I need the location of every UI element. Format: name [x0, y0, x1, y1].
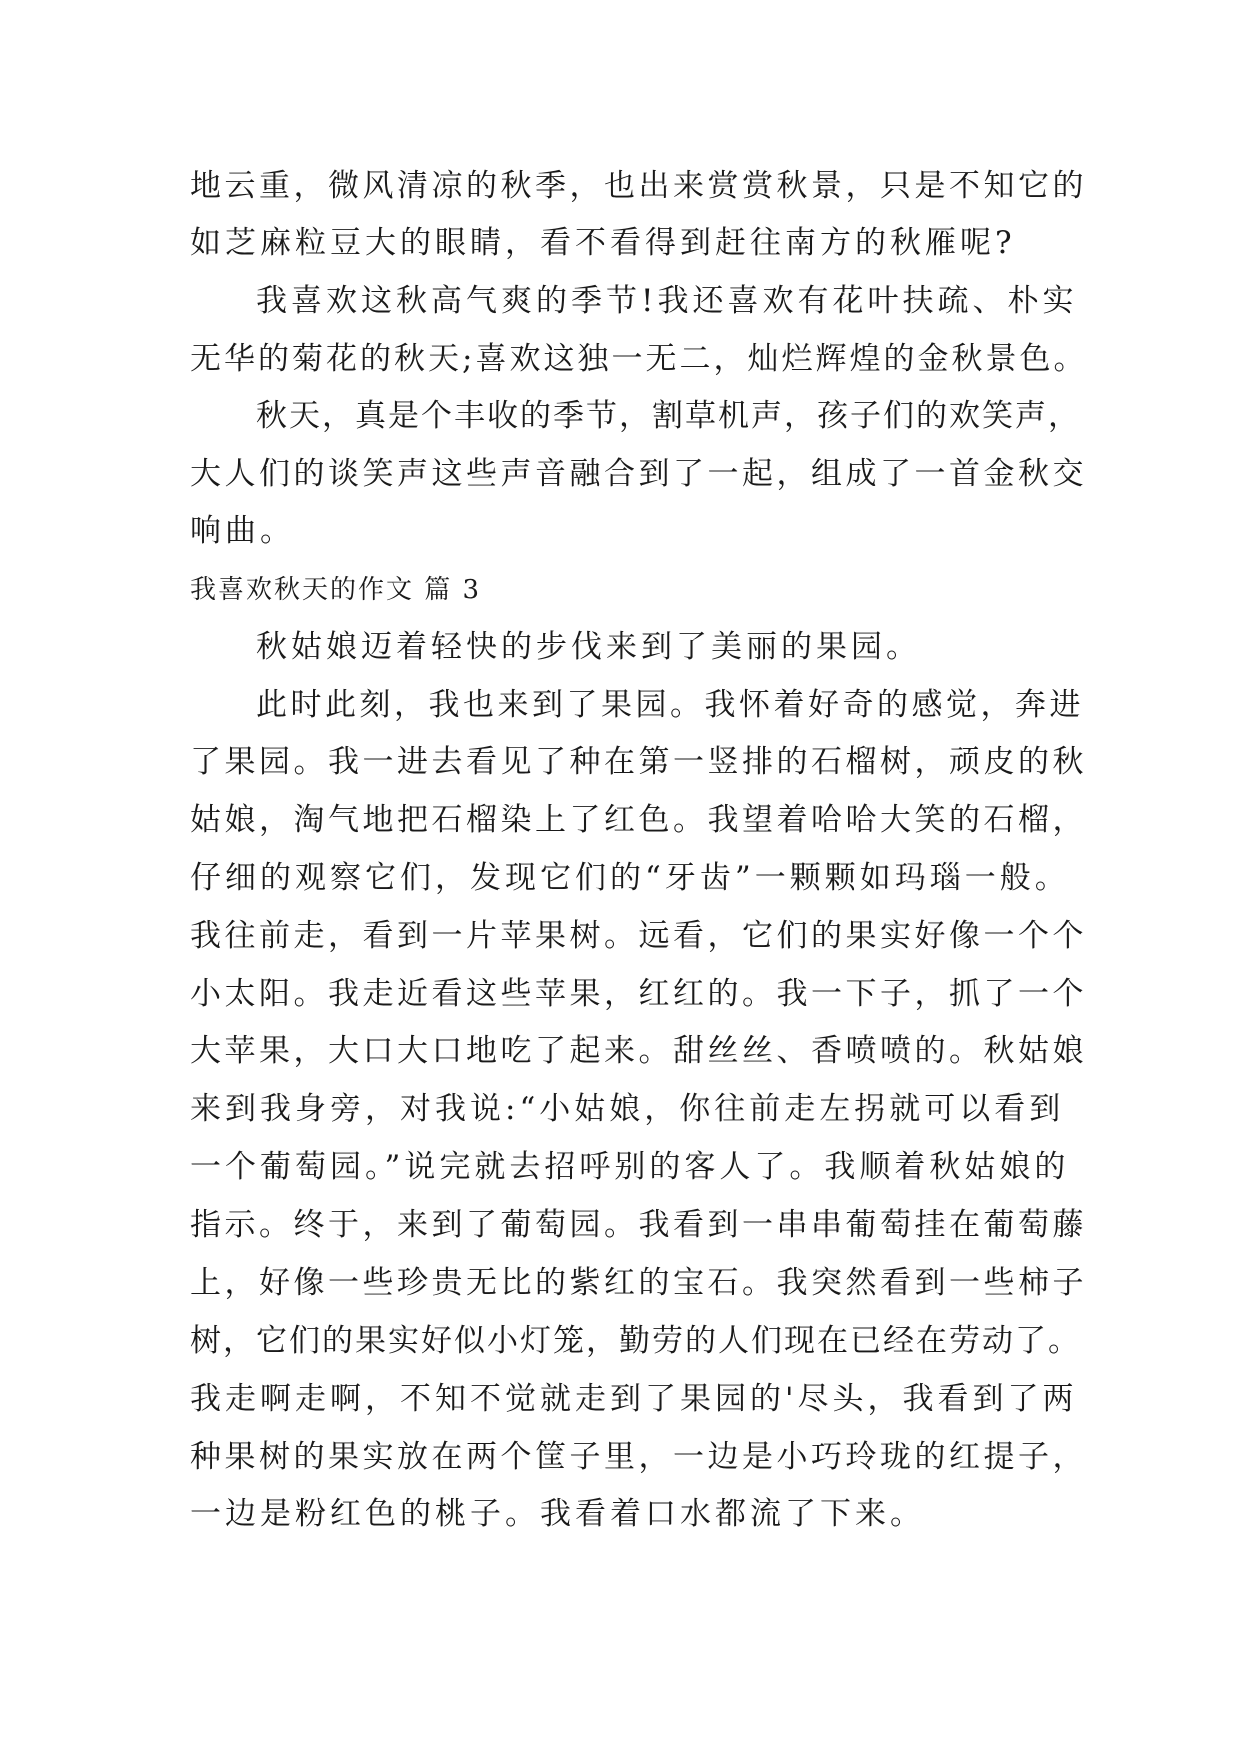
text-line-22: 我走啊走啊，不知不觉就走到了果园的'尽头，我看到了两: [190, 1381, 1078, 1417]
text-line-20: 上，好像一些珍贵无比的紫红的宝石。我突然看到一些柿子: [190, 1265, 1087, 1301]
text-line-19: 指示。终于，来到了葡萄园。我看到一串串葡萄挂在葡萄藤: [190, 1207, 1087, 1243]
text-line-10: 此时此刻，我也来到了果园。我怀着好奇的感觉，奔进: [256, 687, 1084, 723]
text-line-12: 姑娘，淘气地把石榴染上了红色。我望着哈哈大笑的石榴，: [190, 802, 1087, 838]
text-line-1: 地云重，微风清凉的秋季，也出来赏赏秋景，只是不知它的: [190, 168, 1087, 204]
text-line-14: 我往前走，看到一片苹果树。远看，它们的果实好像一个个: [190, 918, 1087, 954]
text-line-16: 大苹果，大口大口地吃了起来。甜丝丝、香喷喷的。秋姑娘: [190, 1033, 1087, 1069]
text-line-23: 种果树的果实放在两个筐子里，一边是小巧玲珑的红提子，: [190, 1439, 1087, 1475]
text-line-15: 小太阳。我走近看这些苹果，红红的。我一下子，抓了一个: [190, 976, 1087, 1012]
text-line-24: 一边是粉红色的桃子。我看着口水都流了下来。: [190, 1496, 925, 1532]
text-line-6: 大人们的谈笑声这些声音融合到了一起，组成了一首金秋交: [190, 456, 1087, 492]
text-line-5: 秋天，真是个丰收的季节，割草机声，孩子们的欢笑声，: [256, 398, 1081, 434]
text-line-3: 我喜欢这秋高气爽的季节!我还喜欢有花叶扶疏、朴实: [256, 283, 1078, 319]
text-line-13: 仔细的观察它们，发现它们的“牙齿”一颗颗如玛瑙一般。: [190, 860, 1070, 896]
text-line-18: 一个葡萄园。”说完就去招呼别的客人了。我顺着秋姑娘的: [190, 1149, 1070, 1185]
text-line-2: 如芝麻粒豆大的眼睛，看不看得到赶往南方的秋雁呢?: [190, 225, 1016, 261]
text-line-9: 秋姑娘迈着轻快的步伐来到了美丽的果园。: [256, 629, 921, 665]
text-line-17: 来到我身旁，对我说:“小姑娘，你往前走左拐就可以看到: [190, 1091, 1065, 1127]
text-line-7: 响曲。: [190, 513, 295, 549]
text-line-11: 了果园。我一进去看见了种在第一竖排的石榴树，顽皮的秋: [190, 744, 1087, 780]
section-heading: 我喜欢秋天的作文 篇 3: [190, 575, 482, 605]
text-line-21: 树，它们的果实好似小灯笼，勤劳的人们现在已经在劳动了。: [190, 1323, 1081, 1359]
text-line-4: 无华的菊花的秋天;喜欢这独一无二，灿烂辉煌的金秋景色。: [190, 341, 1088, 377]
